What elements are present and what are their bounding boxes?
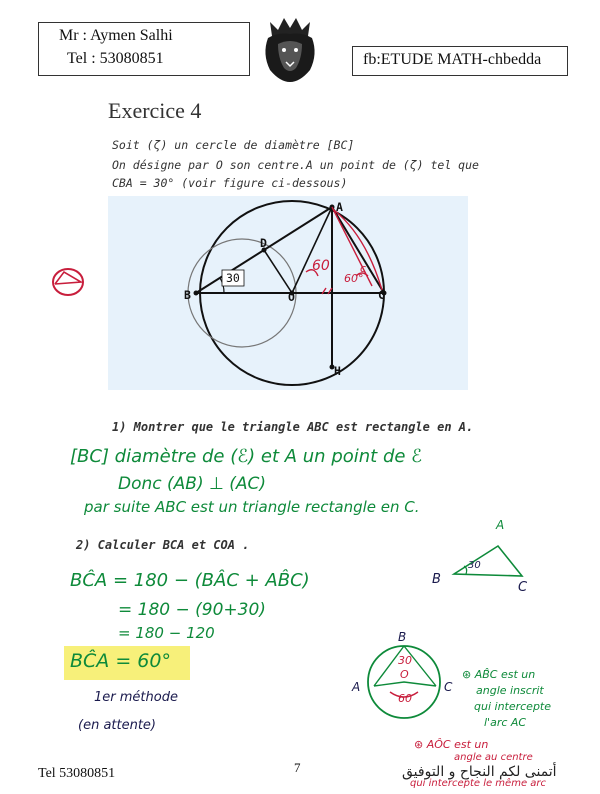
result-bca: BĈA = 60° [70,650,171,672]
figure-angle-30: 30 [226,271,240,285]
note1-line2: angle inscrit [476,684,544,697]
calc-line-3: = 180 − 120 [118,624,215,642]
figure-label-b: B [184,288,191,302]
question-2: 2) Calculer BCA et COA . [76,538,250,552]
red-angle-60-left: 60 [312,258,330,274]
figure-label-c: C [378,288,385,302]
calc-line-2: = 180 − (90+30) [118,600,266,620]
red-mark-c: c [360,262,367,275]
note1-line4: l'arc AC [484,716,527,729]
geometry-figure [108,196,468,390]
lion-logo-icon [256,14,324,84]
circle-label-c: C [444,680,453,694]
small-tri-label-b: B [432,572,441,587]
author-name: Mr : Aymen Salhi [59,27,173,44]
answer1-line3: par suite ABC est un triangle rectangle en C. [84,498,420,516]
note1-line1: ⊛ AB̂C est un [462,668,536,681]
note1-line3: qui intercepte [474,700,552,713]
exercise-title: Exercice 4 [108,98,202,123]
figure-label-o: O [288,290,295,304]
method-line-1: 1er méthode [94,690,178,705]
figure-label-h: H [334,364,341,378]
circle-angle-bottom: 60 [398,692,412,705]
statement-line-2: On désigne par O son centre.A un point de (ζ) tel que [112,158,479,172]
statement-line-3: CBA = 30° (voir figure ci-dessous) [112,176,348,190]
method-line-2: (en attente) [78,718,157,733]
facebook-box [352,46,568,76]
note2-line2: angle au centre [454,752,533,763]
circle-label-a: A [352,680,361,694]
statement-line-1: Soit (ζ) un cercle de diamètre [BC] [112,138,355,152]
red-angle-60-right: 60° [344,272,364,285]
footer-phone: Tel 53080851 [38,766,116,781]
facebook-page: fb:ETUDE MATH-chbedda [363,51,542,68]
answer1-line2: Donc (AB) ⊥ (AC) [118,474,266,494]
figure-label-d: D [260,236,267,250]
circle-label-o: O [400,668,409,681]
question-1: 1) Montrer que le triangle ABC est rectangle en A. [112,420,474,434]
answer1-line1: [BC] diamètre de (ℰ) et A un point de ℰ [70,446,423,467]
calc-line-1: BĈA = 180 − (BÂC + AB̂C) [70,570,310,591]
page-number: 7 [294,760,301,775]
phone-number: Tel : 53080851 [67,50,164,67]
small-tri-label-c: C [518,580,528,595]
circle-label-b: B [398,630,407,644]
red-circle-doodle [50,266,86,298]
figure-label-a: A [336,200,343,214]
small-tri-angle: 30 [468,560,481,571]
small-tri-label-a: A [496,518,505,532]
footer-arabic-wish: أتمنى لكم النجاح و التوفيق [402,764,557,780]
contact-box [38,22,250,76]
note2-line1: ⊛ AÔC est un [414,738,489,751]
note2-line3: qui intercepte le même arc [410,778,547,789]
circle-angle-top: 30 [398,654,412,667]
